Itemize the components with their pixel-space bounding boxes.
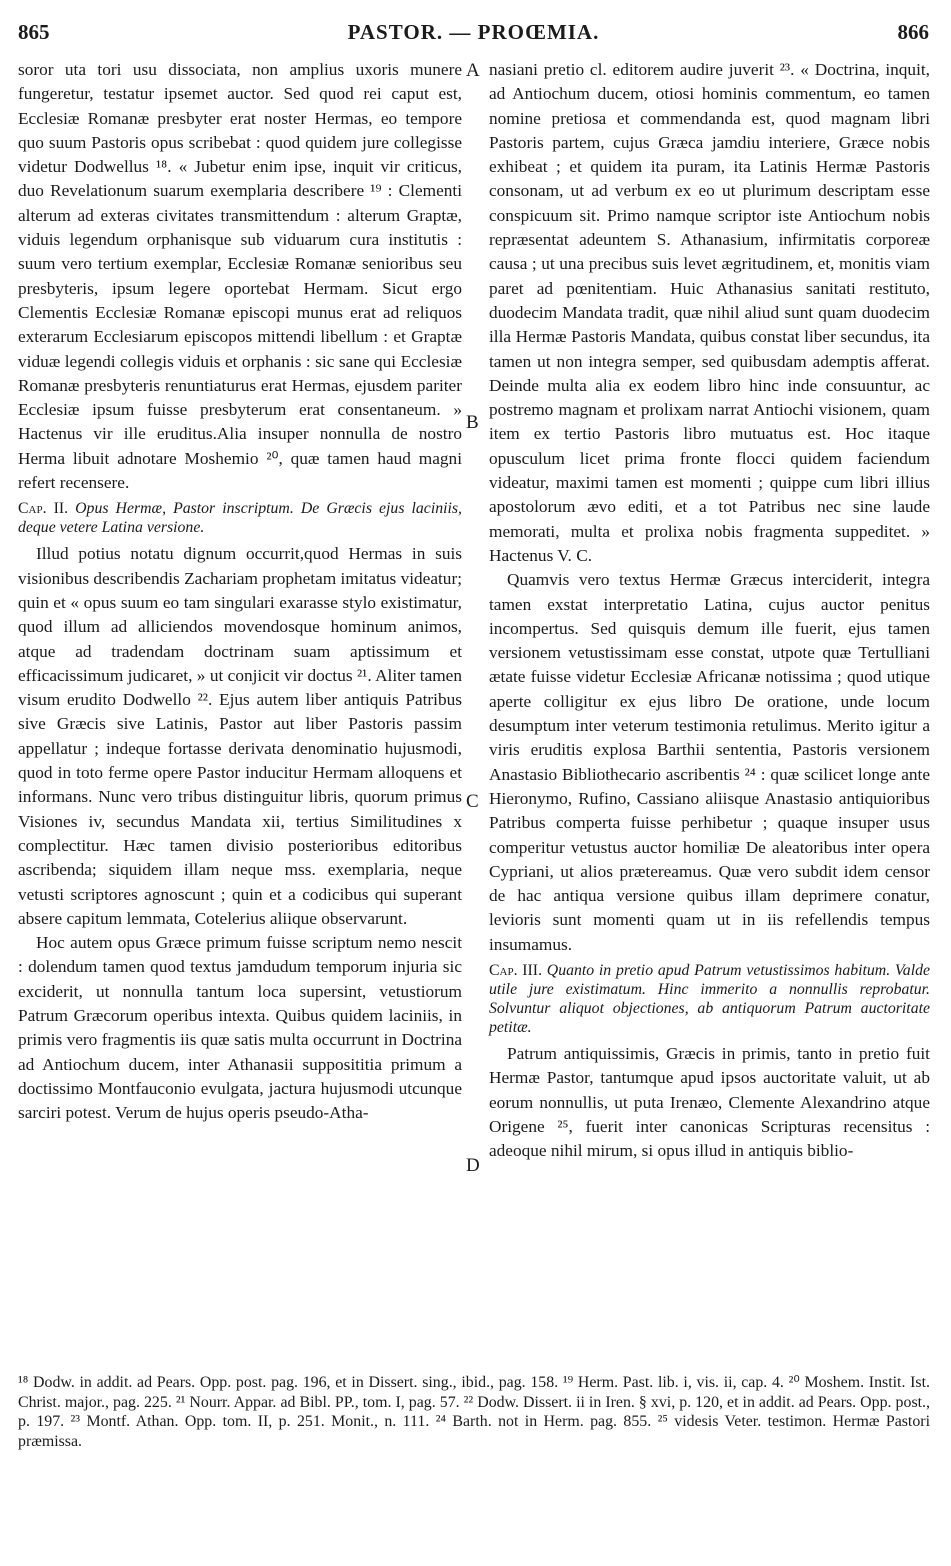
footnotes: ¹⁸ Dodw. in addit. ad Pears. Opp. post. pag. 196, et in Dissert. sing., ibid., pag. 158. ¹⁹ Herm. Past. lib. i, vis. ii, cap. 4. ²⁰ Moshem. Instit. Ist. Christ. major., pag. 225. ²¹ Nourr. Appar. ad Bibl. PP., tom. I, pag. 57. ²² Dodw. Dissert. ii in Iren. § xvi, p. 120, et in addit. ad Pears. Opp. post., p. 197. ²³ Montf. Athan. Opp. tom. II, p. 251. Monit., n. 111. ²⁴ Barth. not in Herm. pag. 855. ²⁵ videsis Veter. testimon. Hermæ Pastori præmissa. [18, 1374, 930, 1450]
chapter-title: Quanto in pretio apud Patrum vetustissimos habitum. Valde utile jure existimatum. Hinc immerito a nonnullis reprobatur. Solvuntur aliquot objectiones, ab antiquorum Patrum auctoritate petitæ. [489, 961, 930, 1036]
page-header [18, 20, 929, 46]
right-column [489, 58, 930, 1163]
margin-letter-a: A [466, 60, 480, 81]
chapter-title: Opus Hermæ, Pastor inscriptum. De Græcis ejus laciniis, deque vetere Latina versione. [18, 500, 462, 537]
right-paragraph-1: nasiani pretio cl. editorem audire juverit ²³. « Doctrina, inquit, ad Antiochum ducem, otiosi hominis commentum, eo tamen nomine pretiosa et commendanda est, quod magnam libri Pastoris partem, cujus Græca jamdiu interiere, Græce nobis exhibeat ; et quidem ita puram, ita Latinis Hermæ Pastoris consonam, ut ad verbum ex eo ut plurimum descriptam esse conspicuum sit. Primo namque scriptor iste Antiochum nobis repræsentat adeuntem S. Athanasium, infirmitatis corporeæ causa ; ut una precibus suis levet ægritudinem, et, monitis viam paret ad pœnitentiam. Huic Athanasius sanitati restituto, duodecim Mandata tradit, quæ nihil aliud sunt quam duodecim illa Hermæ Pastoris Mandata, quibus constat liber secundus, ita tamen ut non integra semper, sed quibusdam ademptis afferat. Deinde multa alia ex eodem libro hinc inde consuuntur, ac postremo magnam et prolixam narrat Antiochi visionem, quam item ex tertio Pastoris libro mutuatus est. Hoc itaque opusculum licet prima fronte flocci quidem faciendum videatur, maximi tamen est momenti ; quippe cum libri illius apostolorum ævo editi, et a tot Patribus nec sine laude memorati, multa et prolixa nobis fragmenta suppeditet. » Hactenus V. C. [489, 60, 930, 565]
right-paragraph-2: Quamvis vero textus Hermæ Græcus interciderit, integra tamen exstat interpretatio Latina, cujus auctor penitus incompertus. Sed quisquis demum ille fuerit, ejus tamen versionem vetustissimam esse constat, utpote quæ Tertulliani ætate fuisse videtur Ecclesiæ Africanæ notissima ; quod utique aperte colligitur ex ejus libro De oratione, unde locum desumptum inter veterum testimonia retulimus. Merito igitur a viris eruditis explosa Barthii sententia, Pastoris versionem Anastasio Bibliothecario ascribentis ²⁴ : quæ scilicet longe ante Hieronymo, Rufino, Cassiano aliisque Anastasio antiquioribus Patribus comperta fuisse perhibetur ; quaque insuper usus comperitur vetustus auctor homiliæ De aleatoribus inter opera Cypriani, ut alios prætereamus. Quæ vero subdit idem censor de hac antiqua versione quibus illam deprimere conatur, levioris sunt momenti quam ut in iis refellendis tempus insumamus. [489, 570, 930, 954]
chapter-label: Cap. III. [489, 961, 543, 979]
chapter-heading-2 [18, 499, 462, 537]
page-number-left: 865 [18, 20, 50, 44]
margin-letter-b: B [466, 412, 479, 433]
left-column [18, 58, 462, 1125]
chapter-heading-3 [489, 961, 930, 1037]
running-title: PASTOR. — PROŒMIA. [347, 20, 600, 44]
page-number-right: 866 [897, 20, 929, 44]
right-paragraph-3: Patrum antiquissimis, Græcis in primis, tanto in pretio fuit Hermæ Pastor, tantumque apud ipsos auctoritate valuit, ut ab eorum nonnullis, ut puta Irenæo, Clemente Alexandrino atque Origene ²⁵, fuerit inter canonicas Scripturas recensitus : adeoque nihil mirum, si opus illud in antiquis biblio- [489, 1043, 930, 1161]
left-paragraph-3: Hoc autem opus Græce primum fuisse scriptum nemo nescit : dolendum tamen quod textus jamdudum temporum injuria sic exciderit, ut nonnulla tantum loca supersint, vetustiorum Patrum Græcorum operibus intexta. Quibus quidem laciniis, in primis vero fragmentis iis quæ satis multa occurrunt in Doctrina ad Antiochum ducem, inter Athanasii supposititia primum a doctissimo Montfauconio evulgata, jactura hujusmodi utcunque sarciri potest. Verum de hujus operis pseudo-Atha- [18, 933, 462, 1123]
margin-letter-c: C [466, 791, 479, 812]
margin-letter-d: D [466, 1155, 480, 1176]
left-paragraph-2: Illud potius notatu dignum occurrit,quod Hermas in suis visionibus describendis Zachariam prophetam imitatus videatur; quin et « opus suum eo tam singulari exarasse stylo existimatur, quod illum ad alliciendos movendosque hominum animos, atque ad tradendam doctrinam suam aptissimum et efficacissimum judicaret, » ut conjicit vir doctus ²¹. Aliter tamen visum erudito Dodwello ²². Ejus autem liber antiquis Patribus sive Græcis sive Latinis, Pastor aut liber Pastoris passim appellatur ; indeque fortasse derivata denominatio hujusmodi, quod in toto ferme opere Pastor inducitur Hermam alloquens et informans. Nunc vero tribus distinguitur libris, quorum primus Visiones iv, secundus Mandata xii, tertius Similitudines x complectitur. Hæc tamen divisio posterioribus editoribus ascribenda; siquidem illam neque mss. exemplaria, neque vetusti scriptores agnoscunt ; quin et a codicibus qui superant absere capitum lemmata, Cotelerius aliique observarunt. [18, 544, 462, 928]
chapter-label: Cap. II. [18, 500, 69, 518]
left-paragraph-1: soror uta tori usu dissociata, non amplius uxoris munere fungeretur, testatur ipsemet auctor. Sed quod rei caput est, Ecclesiæ Romanæ presbyter erat noster Hermas, eo tempore quo suum Pastoris opus scribebat : quod quidem jure collegisse videtur Dodwellus ¹⁸. « Jubetur enim ipse, inquit vir criticus, duo Revelationum suarum exemplaria describere ¹⁹ : Clementi alterum ad exteras civitates transmittendum : alterum Graptæ, viduis legendum orphanisque sub viduarum cura institutis : suum vero tertium exemplar, Ecclesiæ Romanæ senioribus seu presbyteris, ipsum legere oportebat Hermam. Sicut ergo Clementis Ecclesiæ Romanæ episcopi munus erat ad reliquos exterarum Ecclesiarum episcopos mittendi libellum : et Graptæ viduæ legendi collegis viduis et orphanis : sic sane qui Ecclesiæ Romanæ presbyteris renuntiaturus erat Hermas, ejusdem pariter Ecclesiæ ipsum fuisse presbyterum erat consentaneum. » Hactenus vir ille eruditus.Alia insuper nonnulla de nostro Herma libuit adnotare Moshemio ²⁰, quæ tamen haud magni refert recensere. [18, 60, 462, 493]
